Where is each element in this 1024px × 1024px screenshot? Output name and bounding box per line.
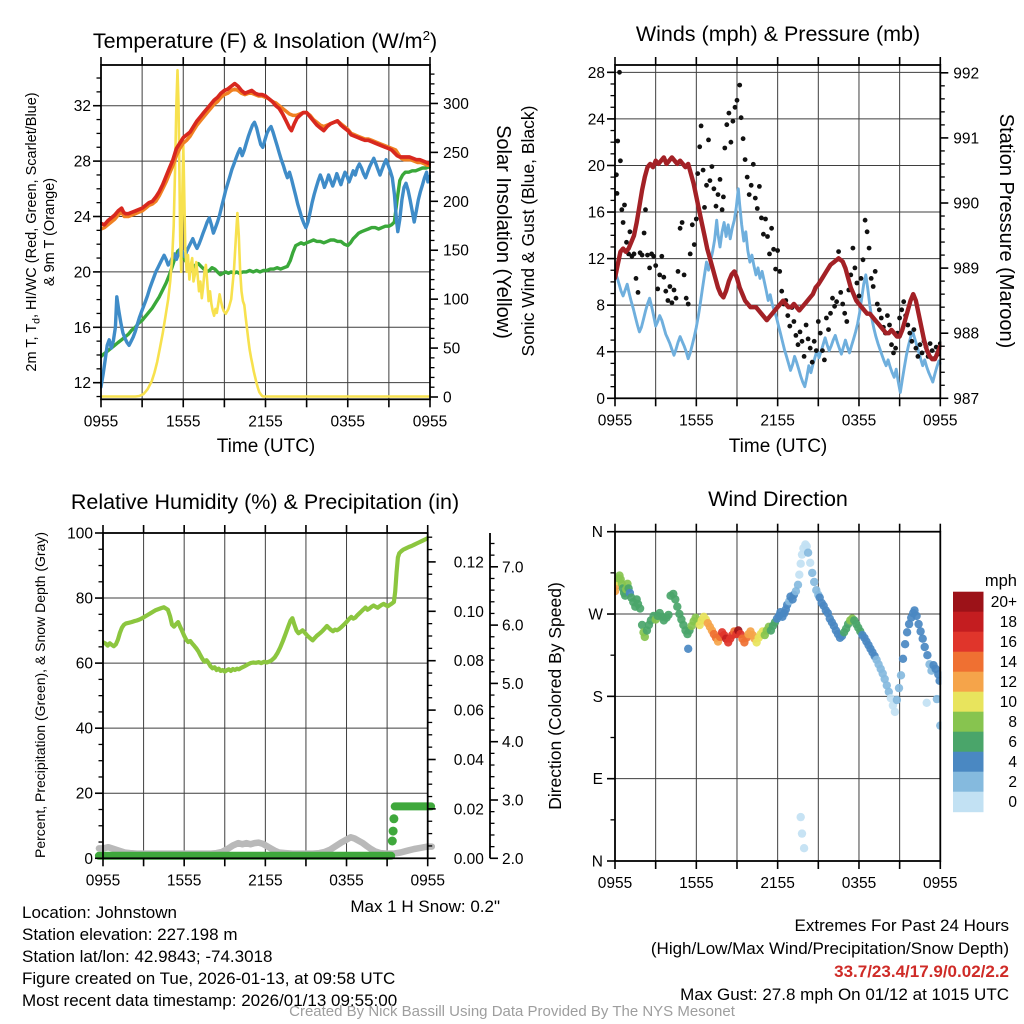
svg-text:3.0: 3.0 bbox=[502, 792, 524, 810]
axis-label: Station Pressure (Maroon) bbox=[995, 113, 1017, 349]
gridlines bbox=[101, 65, 430, 399]
footer-latlon: Station lat/lon: 42.9843; -74.3018 bbox=[22, 947, 273, 966]
svg-text:5.0: 5.0 bbox=[502, 675, 524, 693]
svg-text:20: 20 bbox=[73, 264, 91, 282]
speed-colorbar-legend bbox=[953, 572, 1017, 812]
axis-label: & 9m T (Orange) bbox=[42, 177, 58, 287]
svg-text:0355: 0355 bbox=[841, 875, 877, 892]
svg-text:12: 12 bbox=[73, 375, 91, 393]
svg-text:N: N bbox=[591, 524, 603, 542]
svg-text:mph: mph bbox=[984, 572, 1017, 590]
svg-text:16: 16 bbox=[73, 319, 91, 337]
svg-text:0955: 0955 bbox=[597, 412, 633, 430]
svg-text:6: 6 bbox=[1008, 734, 1017, 752]
svg-text:0.04: 0.04 bbox=[453, 751, 484, 769]
svg-text:987: 987 bbox=[953, 390, 980, 408]
svg-text:E: E bbox=[592, 771, 603, 789]
svg-text:0955: 0955 bbox=[410, 872, 445, 890]
axis-ticks-labels bbox=[74, 57, 469, 430]
x-axis-title-right: Time (UTC) bbox=[728, 436, 828, 457]
svg-text:1555: 1555 bbox=[679, 875, 714, 892]
svg-text:0955: 0955 bbox=[923, 412, 958, 430]
svg-text:250: 250 bbox=[443, 144, 469, 162]
svg-text:0.06: 0.06 bbox=[453, 702, 484, 720]
chart-wind-direction bbox=[545, 524, 1017, 892]
chart-humidity-precip bbox=[32, 525, 524, 889]
svg-text:0355: 0355 bbox=[330, 413, 365, 431]
svg-text:0.08: 0.08 bbox=[453, 653, 484, 671]
svg-text:40: 40 bbox=[75, 720, 93, 738]
svg-text:4: 4 bbox=[596, 344, 605, 362]
max-gust-note: Max Gust: 27.8 mph On 01/12 at 1015 UTC bbox=[680, 985, 1009, 1004]
svg-text:988: 988 bbox=[953, 325, 980, 343]
chart-title-temp-insolation bbox=[93, 28, 437, 54]
svg-text:992: 992 bbox=[953, 65, 980, 83]
svg-text:2.0: 2.0 bbox=[502, 850, 524, 868]
svg-text:16: 16 bbox=[587, 204, 605, 222]
svg-text:0: 0 bbox=[1008, 794, 1017, 812]
svg-text:0355: 0355 bbox=[841, 412, 877, 430]
axis-ticks-labels bbox=[588, 524, 957, 892]
svg-text:2155: 2155 bbox=[760, 875, 795, 892]
title-superscript: 2 bbox=[422, 28, 431, 43]
svg-text:8: 8 bbox=[596, 297, 605, 315]
svg-text:1555: 1555 bbox=[166, 413, 201, 431]
chart-title-winds-pressure: Winds (mph) & Pressure (mb) bbox=[635, 22, 921, 46]
svg-text:24: 24 bbox=[587, 111, 605, 129]
svg-text:1555: 1555 bbox=[679, 412, 714, 430]
svg-text:80: 80 bbox=[75, 590, 93, 608]
svg-text:200: 200 bbox=[443, 193, 469, 211]
svg-text:0.12: 0.12 bbox=[453, 554, 484, 572]
axis-ticks-labels bbox=[67, 525, 524, 889]
footer-elevation: Station elevation: 227.198 m bbox=[22, 925, 238, 944]
svg-text:20: 20 bbox=[75, 785, 93, 803]
svg-text:991: 991 bbox=[953, 130, 980, 148]
svg-text:1555: 1555 bbox=[166, 872, 202, 890]
svg-text:12: 12 bbox=[587, 251, 605, 269]
axis-ticks-labels bbox=[588, 57, 980, 429]
extremes-title: Extremes For Past 24 Hours bbox=[794, 916, 1009, 935]
svg-text:14: 14 bbox=[999, 654, 1017, 672]
svg-text:6.0: 6.0 bbox=[502, 617, 524, 635]
svg-text:2155: 2155 bbox=[248, 413, 283, 431]
svg-text:0.10: 0.10 bbox=[453, 603, 484, 621]
svg-text:32: 32 bbox=[73, 98, 91, 116]
footer-timestamp: Most recent data timestamp: 2026/01/13 09:55:00 bbox=[22, 991, 398, 1010]
axis-label: Solar Insolation (Yellow) bbox=[492, 125, 514, 339]
series-precip-step-dots bbox=[388, 814, 399, 845]
svg-text:W: W bbox=[588, 606, 603, 624]
axis-label: Percent, Precipitation (Green), & Snow Depth (Gray) bbox=[32, 531, 48, 859]
title-text: Temperature (F) & Insolation (W/m bbox=[92, 29, 423, 54]
axis-label: Direction (Colored By Speed) bbox=[545, 582, 565, 810]
svg-text:4.0: 4.0 bbox=[502, 734, 524, 752]
credit-line: Created By Nick Bassill Using Data Provided By The NYS Mesonet bbox=[289, 1003, 735, 1020]
axis-label: Sonic Wind & Gust (Blue, Black) bbox=[518, 105, 538, 357]
svg-text:24: 24 bbox=[73, 209, 91, 227]
svg-text:50: 50 bbox=[443, 340, 461, 358]
svg-text:2155: 2155 bbox=[248, 872, 283, 890]
axis-label: 2m T, $T_d$, HI/WC (Red, Green, Scarlet/Blue) bbox=[24, 92, 43, 372]
svg-text:990: 990 bbox=[953, 195, 980, 213]
svg-text:20+: 20+ bbox=[990, 594, 1017, 612]
gridlines bbox=[615, 65, 940, 398]
svg-text:2155: 2155 bbox=[760, 412, 795, 430]
svg-text:989: 989 bbox=[953, 260, 980, 278]
svg-text:100: 100 bbox=[443, 291, 469, 309]
svg-text:100: 100 bbox=[67, 525, 93, 543]
max-snow-note: Max 1 H Snow: 0.2" bbox=[350, 897, 500, 916]
x-axis-title-left: Time (UTC) bbox=[216, 436, 316, 457]
svg-text:0955: 0955 bbox=[597, 875, 633, 892]
svg-text:18: 18 bbox=[999, 614, 1017, 632]
svg-text:2: 2 bbox=[1008, 774, 1017, 792]
series-layer bbox=[614, 70, 943, 393]
chart-winds-pressure bbox=[518, 57, 1017, 429]
svg-text:0: 0 bbox=[596, 390, 605, 408]
svg-text:0955: 0955 bbox=[923, 875, 958, 892]
svg-text:0: 0 bbox=[84, 850, 93, 868]
svg-text:10: 10 bbox=[999, 694, 1017, 712]
chart-title-humidity-precip: Relative Humidity (%) & Precipitation (in) bbox=[70, 490, 460, 514]
svg-text:S: S bbox=[592, 688, 603, 706]
svg-text:28: 28 bbox=[587, 64, 605, 82]
svg-text:28: 28 bbox=[73, 153, 91, 171]
svg-text:12: 12 bbox=[999, 674, 1017, 692]
svg-text:0955: 0955 bbox=[412, 413, 448, 431]
svg-text:0955: 0955 bbox=[85, 872, 121, 890]
svg-text:0: 0 bbox=[443, 389, 452, 407]
svg-text:7.0: 7.0 bbox=[502, 559, 524, 577]
svg-text:4: 4 bbox=[1008, 754, 1017, 772]
svg-text:0.02: 0.02 bbox=[453, 801, 484, 819]
footer-location: Location: Johnstown bbox=[22, 903, 177, 922]
svg-text:60: 60 bbox=[75, 655, 93, 673]
svg-text:N: N bbox=[591, 853, 603, 871]
svg-text:0355: 0355 bbox=[329, 872, 364, 890]
extremes-values: 33.7/23.4/17.9/0.02/2.2 bbox=[834, 962, 1009, 981]
gridlines bbox=[103, 533, 428, 858]
title-text-end: ) bbox=[430, 29, 438, 54]
svg-text:16: 16 bbox=[999, 634, 1017, 652]
chart-temp-insolation bbox=[24, 57, 514, 430]
svg-text:8: 8 bbox=[1008, 714, 1017, 732]
svg-text:150: 150 bbox=[443, 242, 469, 260]
svg-text:0.00: 0.00 bbox=[453, 850, 484, 868]
svg-text:300: 300 bbox=[443, 95, 469, 113]
extremes-subtitle: (High/Low/Max Wind/Precipitation/Snow Depth) bbox=[650, 939, 1009, 958]
svg-text:20: 20 bbox=[587, 157, 605, 175]
footer-created: Figure created on Tue, 2026-01-13, at 09:58 UTC bbox=[22, 969, 396, 988]
svg-text:0955: 0955 bbox=[83, 413, 119, 431]
chart-title-wind-direction: Wind Direction bbox=[708, 487, 848, 511]
